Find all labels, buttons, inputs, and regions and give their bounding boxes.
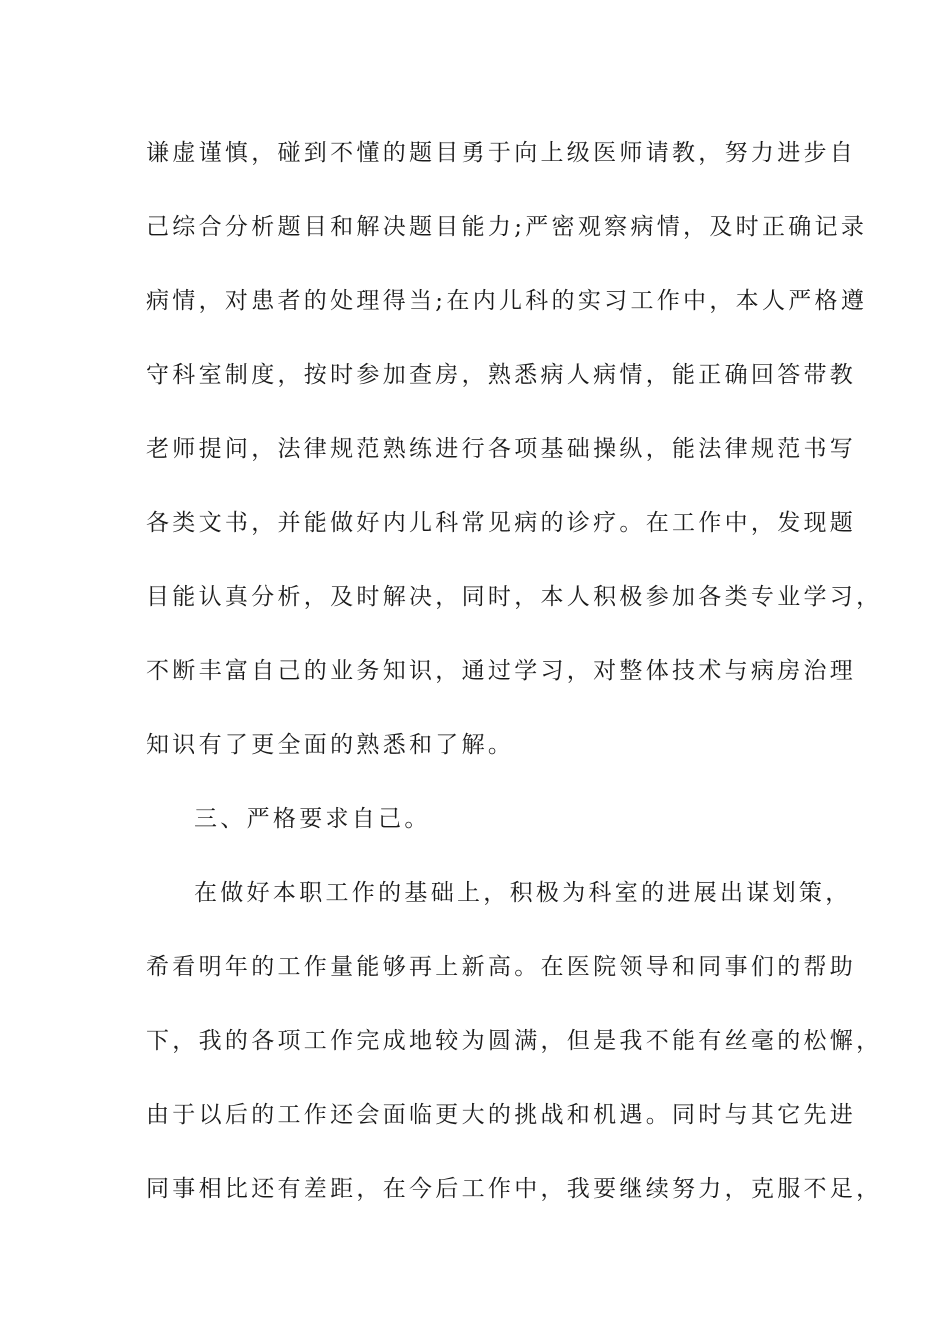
text-line: 谦虚谨慎，碰到不懂的题目勇于向上级医师请教，努力进步自	[146, 140, 857, 166]
text-line: 知识有了更全面的熟悉和了解。	[146, 732, 515, 758]
text-line: 老师提问，法律规范熟练进行各项基础操纵，能法律规范书写	[146, 436, 857, 462]
document-body	[146, 128, 883, 1238]
text-line: 由于以后的工作还会面临更大的挑战和机遇。同时与其它先进	[146, 1102, 857, 1128]
text-line: 各类文书，并能做好内儿科常见病的诊疗。在工作中，发现题	[146, 510, 857, 536]
text-line: 病情，对患者的处理得当;在内儿科的实习工作中，本人严格遵	[146, 288, 868, 314]
section-heading: 三、严格要求自己。	[194, 806, 431, 832]
text-line: 己综合分析题目和解决题目能力;严密观察病情，及时正确记录	[146, 214, 868, 240]
paragraph-start-line: 在做好本职工作的基础上，积极为科室的进展出谋划策，	[194, 880, 852, 906]
text-line: 守科室制度，按时参加查房，熟悉病人病情，能正确回答带教	[146, 362, 857, 388]
text-line: 不断丰富自己的业务知识，通过学习，对整体技术与病房治理	[146, 658, 857, 684]
text-line: 目能认真分析，及时解决，同时，本人积极参加各类专业学习，	[146, 584, 883, 610]
text-line: 希看明年的工作量能够再上新高。在医院领导和同事们的帮助	[146, 954, 857, 980]
text-line: 下，我的各项工作完成地较为圆满，但是我不能有丝毫的松懈，	[146, 1028, 883, 1054]
text-line: 同事相比还有差距，在今后工作中，我要继续努力，克服不足，	[146, 1176, 883, 1202]
